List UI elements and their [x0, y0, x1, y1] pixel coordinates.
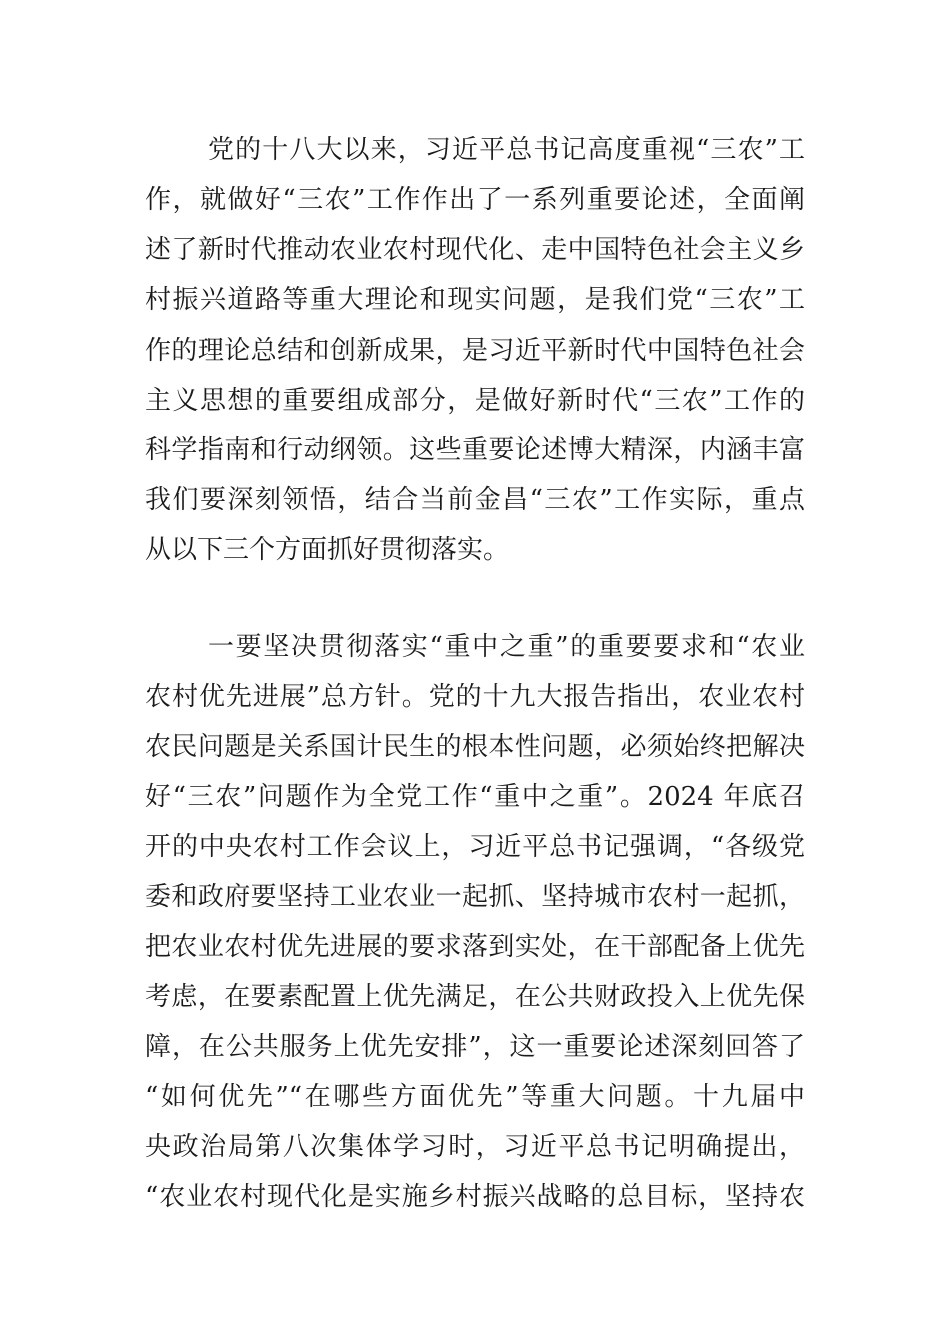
- text-line: 主义思想的重要组成部分，是做好新时代“三农”工作的: [145, 386, 805, 416]
- text-line: 党的十八大以来，习近平总书记高度重视“三农”工: [208, 135, 805, 165]
- text-line: 障，在公共服务上优先安排”，这一重要论述深刻回答了: [145, 1032, 805, 1062]
- text-line: 述了新时代推动农业农村现代化、走中国特色社会主义乡: [145, 235, 805, 265]
- text-line: 科学指南和行动纲领。这些重要论述博大精深，内涵丰富: [145, 435, 805, 465]
- text-line: 好“三农”问题作为全党工作“重中之重”。2024 年底召: [145, 782, 805, 812]
- text-line: 开的中央农村工作会议上，习近平总书记强调，“各级党: [145, 832, 805, 862]
- text-line: 村振兴道路等重大理论和现实问题，是我们党“三农”工: [145, 285, 805, 315]
- text-line: 农村优先进展”总方针。党的十九大报告指出，农业农村: [145, 682, 805, 712]
- text-line: 我们要深刻领悟，结合当前金昌“三农”工作实际，重点: [145, 485, 805, 515]
- text-line: 作，就做好“三农”工作作出了一系列重要论述，全面阐: [145, 185, 805, 215]
- text-line: “农业农村现代化是实施乡村振兴战略的总目标，坚持农: [145, 1182, 805, 1212]
- text-line: 委和政府要坚持工业农业一起抓、坚持城市农村一起抓，: [145, 882, 805, 912]
- text-line: 作的理论总结和创新成果，是习近平新时代中国特色社会: [145, 336, 805, 366]
- text-line: “如何优先”“在哪些方面优先”等重大问题。十九届中: [145, 1082, 805, 1112]
- text-line: 从以下三个方面抓好贯彻落实。: [145, 535, 510, 565]
- text-line: 央政治局第八次集体学习时，习近平总书记明确提出，: [145, 1132, 805, 1162]
- text-line: 农民问题是关系国计民生的根本性问题，必须始终把解决: [145, 732, 805, 762]
- text-line: 考虑，在要素配置上优先满足，在公共财政投入上优先保: [145, 982, 805, 1012]
- text-line: 把农业农村优先进展的要求落到实处，在干部配备上优先: [145, 932, 805, 962]
- text-line: 一要坚决贯彻落实“重中之重”的重要要求和“农业: [208, 632, 805, 662]
